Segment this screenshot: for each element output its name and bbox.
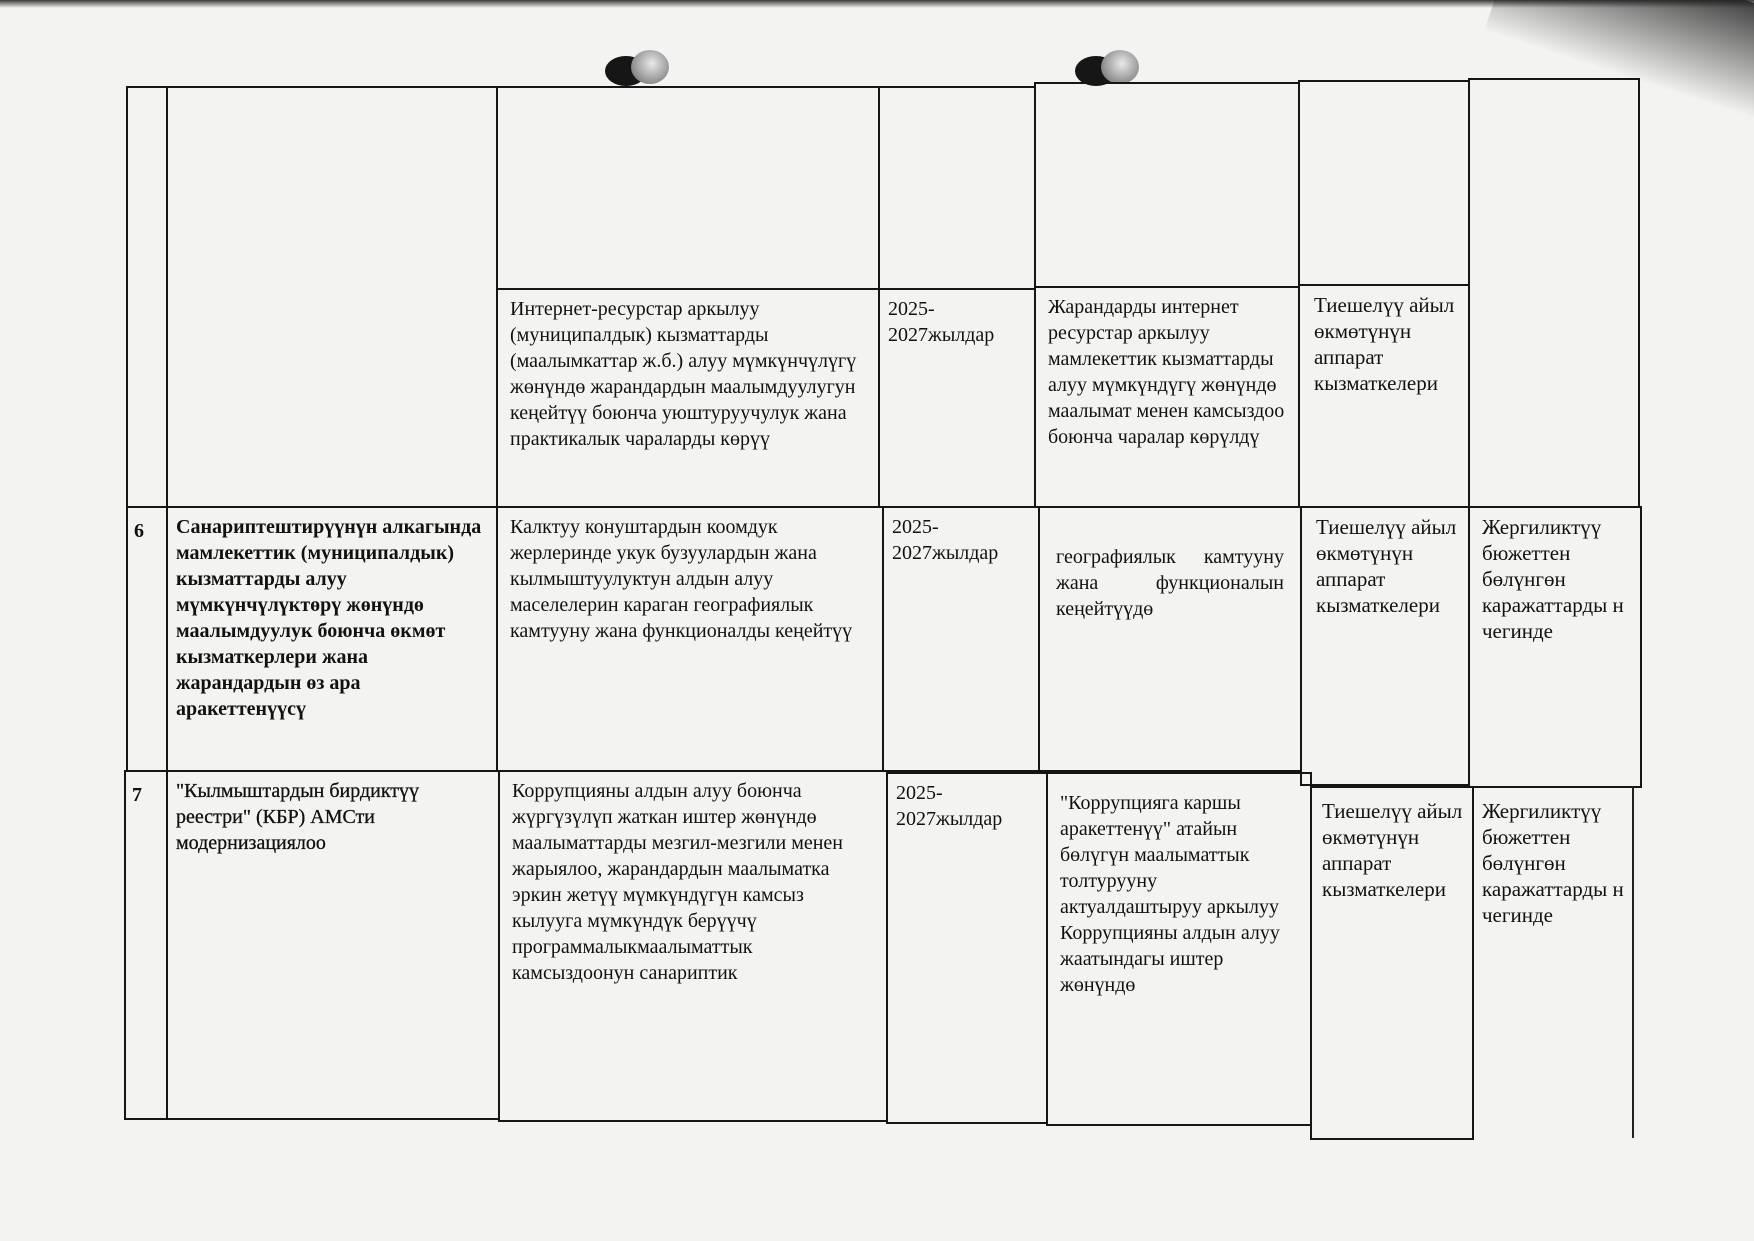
row-7-period <box>886 772 1048 1124</box>
row-7-activity <box>498 770 888 1122</box>
row-6-number: 6 <box>126 506 168 772</box>
period-text: 2025-2027жылдар <box>888 298 995 346</box>
period-cell-continued-row <box>878 288 1036 508</box>
activity-text: Калктуу конуштардын коомдук жерлеринде укук бузуулардын жана кылмыштуулуктун алдын алуу маселелерин караган географиялык камтууну жана функционалды кеңейтүү <box>510 516 853 642</box>
result-text: Жарандарды интернет ресурстар аркылуу мамлекеттик кызматтарды алуу мүмкүндүгү жөнүндө маалымат менен камсыздоо боюнча чаралар көрүлдү <box>1048 296 1285 448</box>
task-cell-continued <box>166 86 498 508</box>
result-text: географиялык камтууну жана функционалын кеңейтүүдө <box>1056 546 1284 620</box>
row-7-executor <box>1310 786 1474 1140</box>
period-text: 2025-2027жылдар <box>892 516 999 564</box>
empty-executor-cell <box>1298 80 1470 286</box>
executor-text: Тиешелүү айыл өкмөтүнүн аппарат кызматкелери <box>1314 293 1455 395</box>
right-border-tail <box>1632 786 1634 1138</box>
row-7-task <box>166 770 500 1120</box>
period-text: 2025-2027жылдар <box>896 782 1003 830</box>
binder-clip-left <box>605 50 675 90</box>
row-6-activity <box>496 506 884 772</box>
result-text: "Коррупцияга каршы аракеттенүү" атайын бөлүгүн маалыматтык толтурууну актуалдаштыруу аркылуу Коррупцияны алдын алуу жаатындагы иштер жөнүндө <box>1060 792 1280 996</box>
row-6-funding <box>1468 506 1642 788</box>
funding-text: Жергиликтүү бюжеттен бөлүнгөн каражаттарды н чегинде <box>1482 515 1624 643</box>
row-6-task <box>166 506 498 772</box>
executor-text: Тиешелүү айыл өкмөтүнүн аппарат кызматкелери <box>1322 799 1463 901</box>
activity-text: Коррупцияны алдын алуу боюнча жүргүзүлүп жаткан иштер жөнүндө маалыматтарды мезгил-мезгили менен жарыялоо, жарандардын маалыматка эркин жетүү мүмкүндүгүн камсыз кылууга мүмкүндүк берүүчү программалыкмаалыматтык камсыздоонун санариптик <box>512 780 844 984</box>
funding-cell-continued <box>1468 78 1640 508</box>
executor-cell-continued-row <box>1298 284 1470 508</box>
row-7-number: 7 <box>124 770 168 1120</box>
empty-result-cell <box>1034 82 1300 288</box>
row-7-result <box>1046 772 1312 1126</box>
funding-text: Жергиликтүү бюжеттен бөлүнгөн каражаттарды н чегинде <box>1482 799 1624 927</box>
number-cell-continued <box>126 86 168 508</box>
row-6-result <box>1038 506 1302 772</box>
row-7-funding <box>1472 786 1642 927</box>
task-text: "Кылмыштардын бирдиктүү реестри" (КБР) АМСти модернизациялоо <box>176 780 420 854</box>
result-cell-continued-row <box>1034 286 1300 508</box>
row-6-executor <box>1300 506 1470 786</box>
empty-activity-cell <box>496 86 880 290</box>
task-text: Санариптештирүүнүн алкагында мамлекеттик (муниципалдык) кызматтарды алуу мүмкүнчүлүктөрү жөнүндө маалымдуулук боюнча өкмөт кызматкерлери жана жарандардын өз ара аракеттенүүсү <box>176 516 482 720</box>
executor-text: Тиешелүү айыл өкмөтүнүн аппарат кызматкелери <box>1316 515 1457 617</box>
row-6-period <box>882 506 1040 772</box>
activity-cell-continued-row <box>496 288 880 508</box>
empty-period-cell <box>878 86 1036 290</box>
activity-text: Интернет-ресурстар аркылуу (муниципалдык) кызматтарды (маалымкаттар ж.б.) алуу мүмкүнчүлүгү жөнүндө жарандардын маалымдуулугун кеңейтүү боюнча уюштуруучулук жана практикалык чараларды көрүү <box>510 298 857 450</box>
